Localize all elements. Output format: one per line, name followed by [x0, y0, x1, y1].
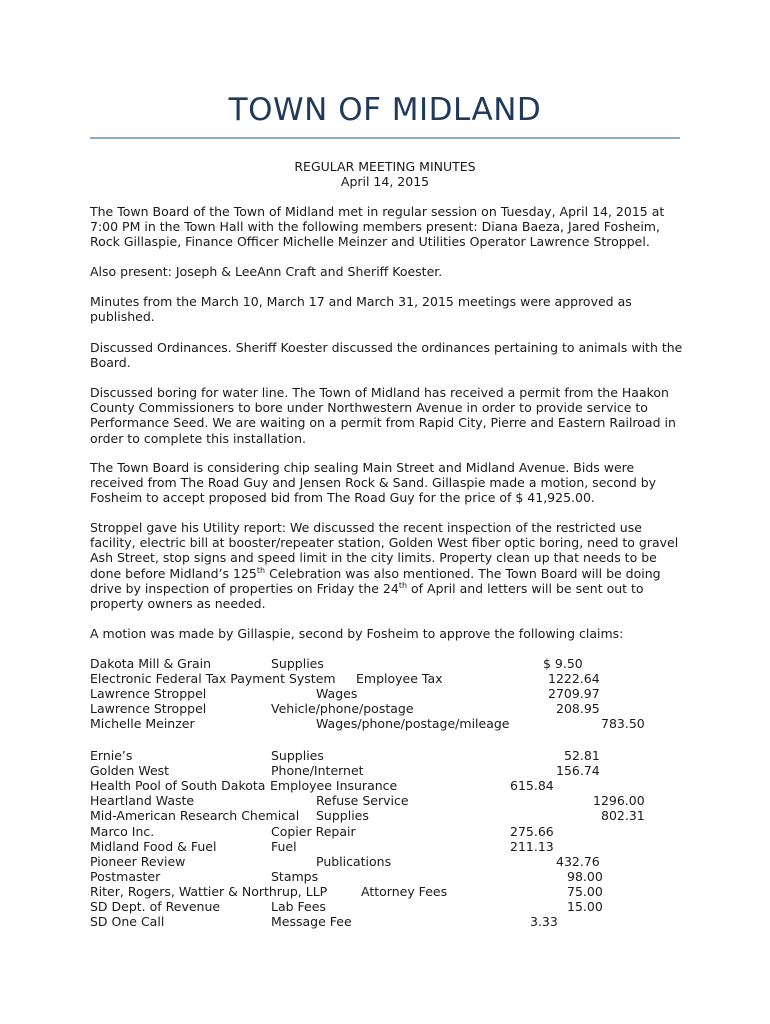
- paragraph-attendance: The Town Board of the Town of Midland met in regular session on Tuesday, April 14, 2015 at 7:00 PM in the Town Hall with the following members present: Diana Baeza, Jared Fosheim, Rock Gillaspie, Finance Officer Michelle Meinzer and Utilities Operator Lawrence Stroppel.: [90, 204, 665, 250]
- claim-vendor: Mid-American Research Chemical: [90, 808, 300, 823]
- claim-amount: 208.95: [556, 701, 600, 716]
- claim-vendor: Riter, Rogers, Wattier & Northrup, LLP: [90, 884, 328, 899]
- paragraph-chip-sealing: The Town Board is considering chip sealing Main Street and Midland Avenue. Bids were received from The Road Guy and Jensen Rock & Sand. Gillaspie made a motion, second by Fosheim to accept proposed bid from The Road Guy for the price of $ 41,925.00.: [90, 460, 657, 506]
- claim-amount: 1296.00: [593, 793, 645, 808]
- claim-row: [0, 778, 770, 793]
- claim-vendor: Electronic Federal Tax Payment System: [90, 671, 336, 686]
- claim-amount: 52.81: [564, 748, 600, 763]
- claim-amount: 75.00: [567, 884, 603, 899]
- claim-row: [0, 763, 770, 778]
- claim-row: [0, 869, 770, 884]
- paragraph-utility-report: [90, 520, 690, 611]
- claim-row: [0, 748, 770, 763]
- claim-amount: 432.76: [556, 854, 600, 869]
- paragraph-minutes: Minutes from the March 10, March 17 and March 31, 2015 meetings were approved as published.: [90, 294, 632, 325]
- claim-purpose: Vehicle/phone/postage: [271, 701, 414, 716]
- claim-vendor: Marco Inc.: [90, 824, 155, 839]
- claim-amount: 156.74: [556, 763, 600, 778]
- claim-vendor: SD Dept. of Revenue: [90, 899, 221, 914]
- claim-row: [0, 914, 770, 929]
- claim-amount: 1222.64: [548, 671, 600, 686]
- claim-amount: 2709.97: [548, 686, 600, 701]
- document-title: TOWN OF MIDLAND: [228, 92, 542, 128]
- claim-purpose: Supplies: [271, 656, 324, 671]
- claim-purpose: Message Fee: [271, 914, 352, 929]
- claim-row: [0, 839, 770, 854]
- claim-purpose: Copier Repair: [271, 824, 356, 839]
- paragraph-claims-motion: A motion was made by Gillaspie, second by Fosheim to approve the following claims:: [90, 626, 624, 641]
- claim-purpose: Wages/phone/postage/mileage: [316, 716, 510, 731]
- claim-amount: 802.31: [601, 808, 645, 823]
- claim-amount: 275.66: [510, 824, 554, 839]
- claim-purpose: Fuel: [271, 839, 297, 854]
- claim-amount: 15.00: [567, 899, 603, 914]
- paragraph-ordinances: Discussed Ordinances. Sheriff Koester discussed the ordinances pertaining to animals with the Board.: [90, 340, 683, 371]
- claim-row: [0, 671, 770, 686]
- claim-row: [0, 824, 770, 839]
- claim-vendor: Michelle Meinzer: [90, 716, 195, 731]
- claim-purpose: Refuse Service: [316, 793, 409, 808]
- claim-vendor: Lawrence Stroppel: [90, 701, 207, 716]
- claim-purpose: Stamps: [271, 869, 319, 884]
- claim-amount: 783.50: [601, 716, 645, 731]
- claim-row: [0, 686, 770, 701]
- claim-purpose: Wages: [316, 686, 358, 701]
- claim-vendor: Health Pool of South Dakota: [90, 778, 266, 793]
- claim-row: [0, 854, 770, 869]
- claim-purpose: Employee Tax: [356, 671, 443, 686]
- claim-vendor: Heartland Waste: [90, 793, 195, 808]
- claim-row: [0, 899, 770, 914]
- claim-purpose: Phone/Internet: [271, 763, 364, 778]
- claim-vendor: Dakota Mill & Grain: [90, 656, 212, 671]
- meeting-date: April 14, 2015: [340, 174, 430, 189]
- claim-purpose: Supplies: [316, 808, 369, 823]
- claim-row: [0, 701, 770, 716]
- claim-vendor: Golden West: [90, 763, 170, 778]
- claim-amount: $ 9.50: [543, 656, 583, 671]
- claim-vendor: Midland Food & Fuel: [90, 839, 217, 854]
- claim-row: [0, 884, 770, 899]
- claim-row: [0, 808, 770, 823]
- utility-text-2: Celebration was also mentioned. The Town Board will be doing drive by inspection of properties on Friday the 24: [90, 565, 661, 596]
- utility-sup-2: th: [398, 580, 408, 590]
- claim-purpose: Lab Fees: [271, 899, 326, 914]
- claim-vendor: Ernie’s: [90, 748, 133, 763]
- title-rule: [90, 137, 680, 139]
- utility-text-1: Stroppel gave his Utility report: We discussed the recent inspection of the restricted use facility, electric bill at booster/repeater station, Golden West fiber optic boring, need to gravel Ash Street, stop signs and speed limit in the city limits. Property clean up that needs to be done before Midland’s 125: [90, 520, 679, 581]
- paragraph-also-present: Also present: Joseph & LeeAnn Craft and Sheriff Koester.: [90, 264, 443, 279]
- claim-amount: 211.13: [510, 839, 554, 854]
- utility-sup-1: th: [256, 565, 266, 575]
- utility-text-3: of April and letters will be sent out to property owners as needed.: [90, 580, 644, 612]
- claim-amount: 98.00: [567, 869, 603, 884]
- claim-purpose: Publications: [316, 854, 392, 869]
- claim-row: [0, 656, 770, 671]
- claim-purpose: Employee Insurance: [270, 778, 398, 793]
- claim-amount: 615.84: [510, 778, 554, 793]
- claim-row: [0, 793, 770, 808]
- claim-vendor: SD One Call: [90, 914, 165, 929]
- claim-vendor: Pioneer Review: [90, 854, 186, 869]
- claim-vendor: Postmaster: [90, 869, 161, 884]
- claim-purpose: Supplies: [271, 748, 324, 763]
- claim-purpose: Attorney Fees: [361, 884, 448, 899]
- claim-amount: 3.33: [530, 914, 558, 929]
- paragraph-water-line: Discussed boring for water line. The Town of Midland has received a permit from the Haakon County Commissioners to bore under Northwestern Avenue in order to provide service to Performance Seed. We are waiting on a permit from Rapid City, Pierre and Eastern Railroad in order to complete this installation.: [90, 385, 676, 446]
- claim-vendor: Lawrence Stroppel: [90, 686, 207, 701]
- meeting-subtitle: REGULAR MEETING MINUTES: [294, 159, 476, 174]
- claim-row: [0, 716, 770, 731]
